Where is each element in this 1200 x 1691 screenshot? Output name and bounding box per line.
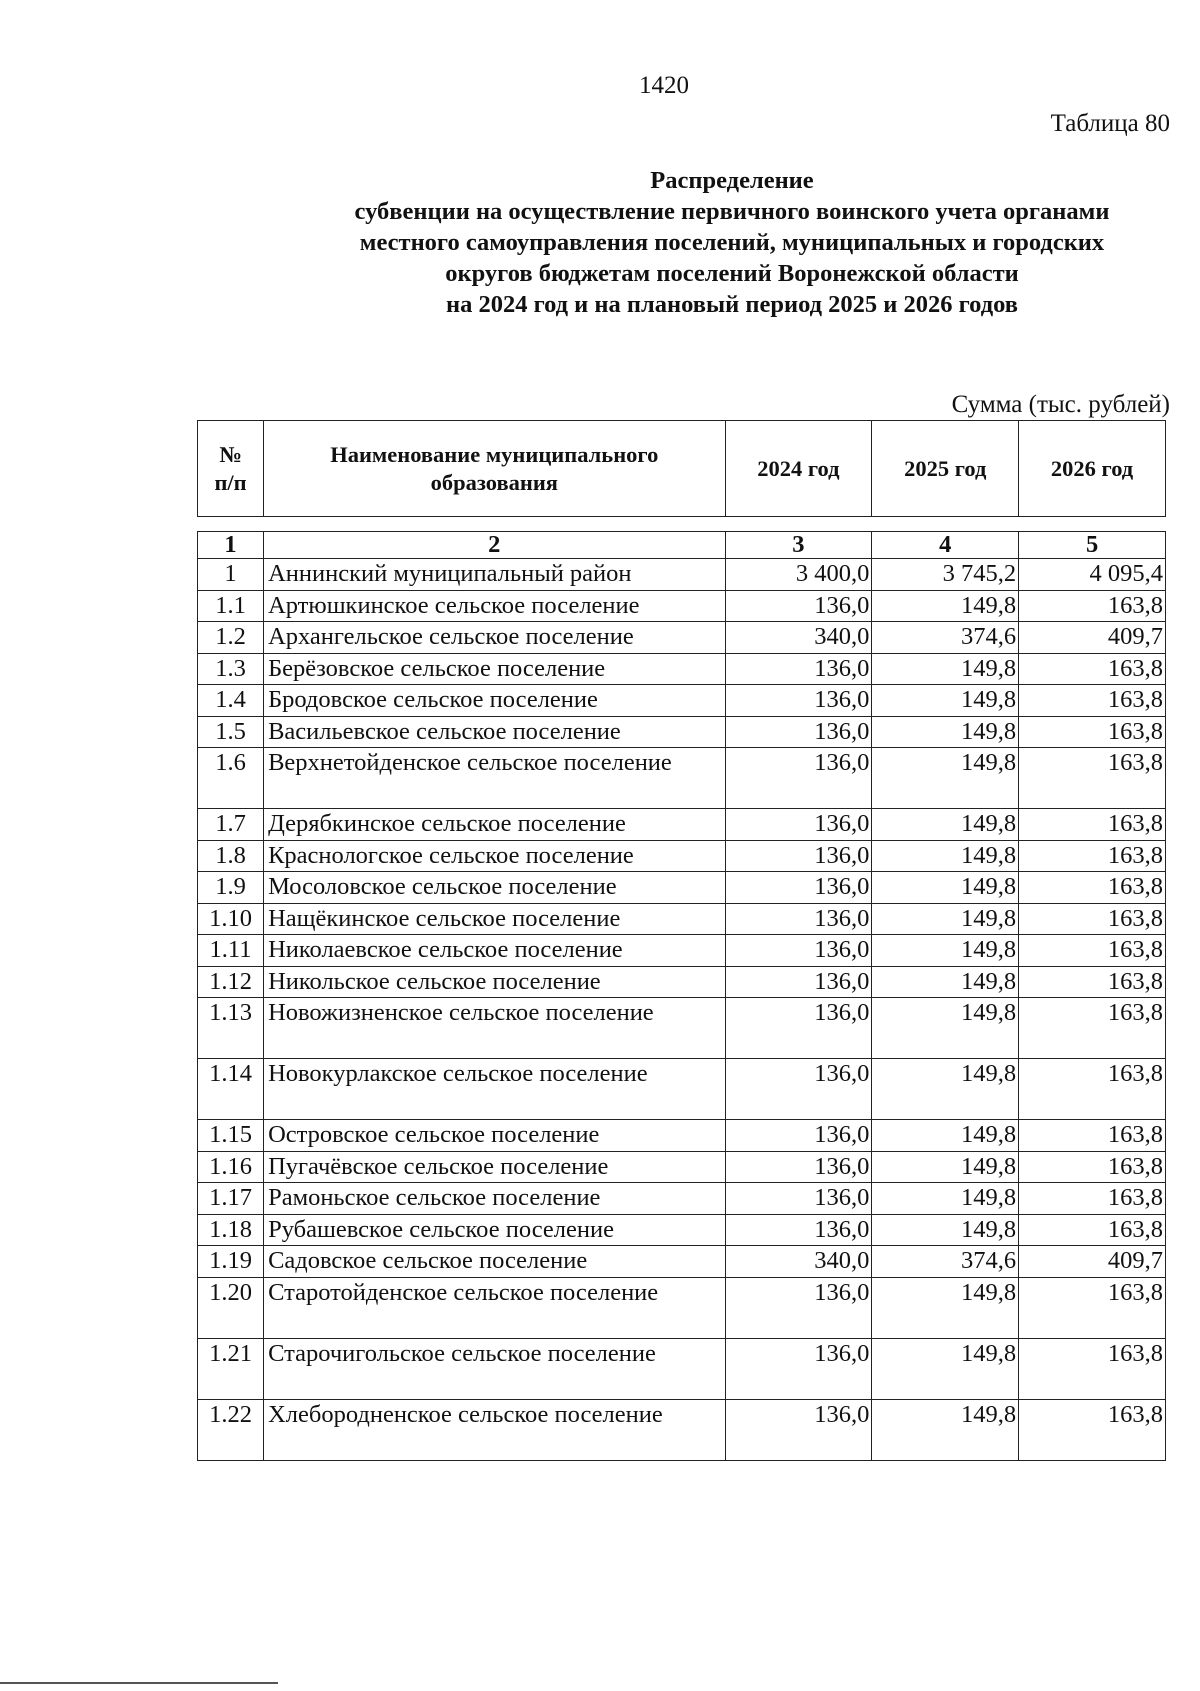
row-number: 1.20 [198, 1277, 264, 1338]
row-value-2025: 149,8 [872, 748, 1019, 809]
row-value-2026: 163,8 [1019, 1120, 1166, 1152]
row-value-2026: 163,8 [1019, 590, 1166, 622]
row-name: Никольское сельское поселение [264, 966, 725, 998]
row-name: Архангельское сельское поселение [264, 622, 725, 654]
row-value-2025: 149,8 [872, 1338, 1019, 1399]
table-row [198, 1277, 1166, 1338]
row-value-2025: 149,8 [872, 903, 1019, 935]
table-row [198, 903, 1166, 935]
row-value-2024: 136,0 [725, 1399, 872, 1460]
row-value-2025: 149,8 [872, 1277, 1019, 1338]
row-value-2024: 136,0 [725, 872, 872, 904]
table-row [198, 1151, 1166, 1183]
row-value-2024: 136,0 [725, 1151, 872, 1183]
table-row [198, 1399, 1166, 1460]
row-value-2024: 136,0 [725, 1183, 872, 1215]
table-row [198, 748, 1166, 809]
row-value-2025: 149,8 [872, 1183, 1019, 1215]
column-number-row [198, 532, 1166, 559]
header-name [264, 421, 725, 517]
row-name: Новожизненское сельское поселение [264, 998, 725, 1059]
table-row [198, 935, 1166, 967]
row-value-2026: 163,8 [1019, 840, 1166, 872]
row-value-2026: 163,8 [1019, 998, 1166, 1059]
row-value-2025: 374,6 [872, 622, 1019, 654]
header-number-line1: № [219, 441, 242, 467]
row-value-2025: 149,8 [872, 685, 1019, 717]
row-number: 1.3 [198, 653, 264, 685]
header-2025: 2025 год [872, 421, 1019, 517]
table-row [198, 1183, 1166, 1215]
row-value-2024: 136,0 [725, 840, 872, 872]
table-row [198, 1338, 1166, 1399]
row-value-2025: 149,8 [872, 1214, 1019, 1246]
row-value-2024: 136,0 [725, 748, 872, 809]
row-value-2024: 136,0 [725, 903, 872, 935]
row-number: 1.6 [198, 748, 264, 809]
row-value-2024: 136,0 [725, 966, 872, 998]
title-line: Распределение [650, 167, 814, 194]
table-row [198, 590, 1166, 622]
row-value-2026: 163,8 [1019, 809, 1166, 841]
row-value-2026: 163,8 [1019, 716, 1166, 748]
row-value-2024: 136,0 [725, 998, 872, 1059]
table-row [198, 998, 1166, 1059]
row-value-2026: 163,8 [1019, 1338, 1166, 1399]
row-name: Верхнетойденское сельское поселение [264, 748, 725, 809]
table-row [198, 966, 1166, 998]
row-number: 1.14 [198, 1059, 264, 1120]
row-value-2026: 163,8 [1019, 872, 1166, 904]
row-value-2025: 149,8 [872, 966, 1019, 998]
row-number: 1.10 [198, 903, 264, 935]
table-label: Таблица 80 [1050, 110, 1170, 137]
row-value-2024: 136,0 [725, 1338, 872, 1399]
table-row [198, 1120, 1166, 1152]
row-number: 1.15 [198, 1120, 264, 1152]
row-value-2025: 149,8 [872, 1120, 1019, 1152]
row-name: Рамоньское сельское поселение [264, 1183, 725, 1215]
row-number: 1.21 [198, 1338, 264, 1399]
row-value-2025: 149,8 [872, 840, 1019, 872]
table-row [198, 1059, 1166, 1120]
row-value-2026: 163,8 [1019, 935, 1166, 967]
row-value-2026: 409,7 [1019, 622, 1166, 654]
row-number: 1.13 [198, 998, 264, 1059]
row-value-2025: 149,8 [872, 1151, 1019, 1183]
row-name: Садовское сельское поселение [264, 1246, 725, 1278]
row-value-2024: 136,0 [725, 809, 872, 841]
row-value-2026: 163,8 [1019, 1059, 1166, 1120]
row-value-2026: 163,8 [1019, 1399, 1166, 1460]
row-name: Бродовское сельское поселение [264, 685, 725, 717]
header-2026: 2026 год [1019, 421, 1166, 517]
row-value-2026: 163,8 [1019, 748, 1166, 809]
row-number: 1.16 [198, 1151, 264, 1183]
table-row [198, 1214, 1166, 1246]
row-value-2024: 136,0 [725, 685, 872, 717]
row-number: 1 [198, 559, 264, 591]
row-value-2026: 163,8 [1019, 1151, 1166, 1183]
column-number: 1 [198, 532, 264, 559]
row-name: Мосоловское сельское поселение [264, 872, 725, 904]
row-number: 1.8 [198, 840, 264, 872]
row-value-2026: 163,8 [1019, 966, 1166, 998]
row-name: Островское сельское поселение [264, 1120, 725, 1152]
row-number: 1.11 [198, 935, 264, 967]
row-value-2024: 136,0 [725, 590, 872, 622]
header-name-line1: Наименование муниципального [330, 441, 659, 467]
bottom-rule [0, 1682, 278, 1684]
row-value-2025: 149,8 [872, 716, 1019, 748]
column-number: 5 [1019, 532, 1166, 559]
row-value-2024: 340,0 [725, 622, 872, 654]
title-line: местного самоуправления поселений, муниципальных и городских [359, 229, 1105, 256]
row-value-2026: 163,8 [1019, 1277, 1166, 1338]
row-name: Дерябкинское сельское поселение [264, 809, 725, 841]
row-name: Николаевское сельское поселение [264, 935, 725, 967]
row-name: Рубашевское сельское поселение [264, 1214, 725, 1246]
row-value-2025: 374,6 [872, 1246, 1019, 1278]
row-name: Васильевское сельское поселение [264, 716, 725, 748]
title-line: на 2024 год и на плановый период 2025 и 2026 годов [445, 291, 1018, 318]
row-value-2024: 340,0 [725, 1246, 872, 1278]
row-number: 1.7 [198, 809, 264, 841]
title-line: субвенции на осуществление первичного воинского учета органами [354, 198, 1110, 225]
row-value-2025: 149,8 [872, 809, 1019, 841]
row-name: Хлебородненское сельское поселение [264, 1399, 725, 1460]
data-table [197, 531, 1166, 1461]
row-name: Берёзовское сельское поселение [264, 653, 725, 685]
row-name: Нащёкинское сельское поселение [264, 903, 725, 935]
row-number: 1.18 [198, 1214, 264, 1246]
row-name: Краснологское сельское поселение [264, 840, 725, 872]
title-line: округов бюджетам поселений Воронежской области [445, 260, 1019, 287]
table-row [198, 872, 1166, 904]
header-2024: 2024 год [725, 421, 872, 517]
row-number: 1.5 [198, 716, 264, 748]
header-number [198, 421, 264, 517]
row-value-2024: 136,0 [725, 1214, 872, 1246]
row-value-2025: 149,8 [872, 998, 1019, 1059]
table-row [198, 1246, 1166, 1278]
row-number: 1.4 [198, 685, 264, 717]
row-name: Аннинский муниципальный район [264, 559, 725, 591]
table-row [198, 622, 1166, 654]
row-value-2024: 3 400,0 [725, 559, 872, 591]
row-name: Пугачёвское сельское поселение [264, 1151, 725, 1183]
row-number: 1.2 [198, 622, 264, 654]
row-value-2024: 136,0 [725, 1059, 872, 1120]
table-row [198, 716, 1166, 748]
column-number: 4 [872, 532, 1019, 559]
row-number: 1.19 [198, 1246, 264, 1278]
page-number: 1420 [639, 72, 689, 99]
row-value-2024: 136,0 [725, 653, 872, 685]
row-name: Старочигольское сельское поселение [264, 1338, 725, 1399]
row-value-2025: 149,8 [872, 653, 1019, 685]
row-number: 1.22 [198, 1399, 264, 1460]
row-value-2025: 149,8 [872, 1059, 1019, 1120]
row-number: 1.9 [198, 872, 264, 904]
row-value-2025: 3 745,2 [872, 559, 1019, 591]
column-number: 2 [264, 532, 725, 559]
table-body [198, 532, 1166, 1461]
table-header [197, 420, 1166, 517]
row-value-2026: 4 095,4 [1019, 559, 1166, 591]
row-value-2025: 149,8 [872, 872, 1019, 904]
units-label: Сумма (тыс. рублей) [951, 391, 1170, 418]
table-row [198, 559, 1166, 591]
table-row [198, 840, 1166, 872]
document-title [200, 165, 1200, 320]
row-value-2026: 163,8 [1019, 653, 1166, 685]
row-number: 1.1 [198, 590, 264, 622]
column-number: 3 [725, 532, 872, 559]
row-value-2026: 163,8 [1019, 1183, 1166, 1215]
header-number-line2: п/п [214, 469, 247, 495]
row-value-2024: 136,0 [725, 716, 872, 748]
row-value-2024: 136,0 [725, 935, 872, 967]
row-value-2025: 149,8 [872, 1399, 1019, 1460]
row-name: Артюшкинское сельское поселение [264, 590, 725, 622]
row-name: Старотойденское сельское поселение [264, 1277, 725, 1338]
row-value-2025: 149,8 [872, 935, 1019, 967]
row-number: 1.17 [198, 1183, 264, 1215]
row-number: 1.12 [198, 966, 264, 998]
row-value-2025: 149,8 [872, 590, 1019, 622]
row-value-2026: 163,8 [1019, 1214, 1166, 1246]
row-value-2026: 163,8 [1019, 685, 1166, 717]
table-row [198, 653, 1166, 685]
table-row [198, 685, 1166, 717]
row-value-2024: 136,0 [725, 1120, 872, 1152]
row-name: Новокурлакское сельское поселение [264, 1059, 725, 1120]
header-name-line2: образования [430, 469, 558, 495]
row-value-2026: 409,7 [1019, 1246, 1166, 1278]
row-value-2026: 163,8 [1019, 903, 1166, 935]
row-value-2024: 136,0 [725, 1277, 872, 1338]
table-row [198, 809, 1166, 841]
